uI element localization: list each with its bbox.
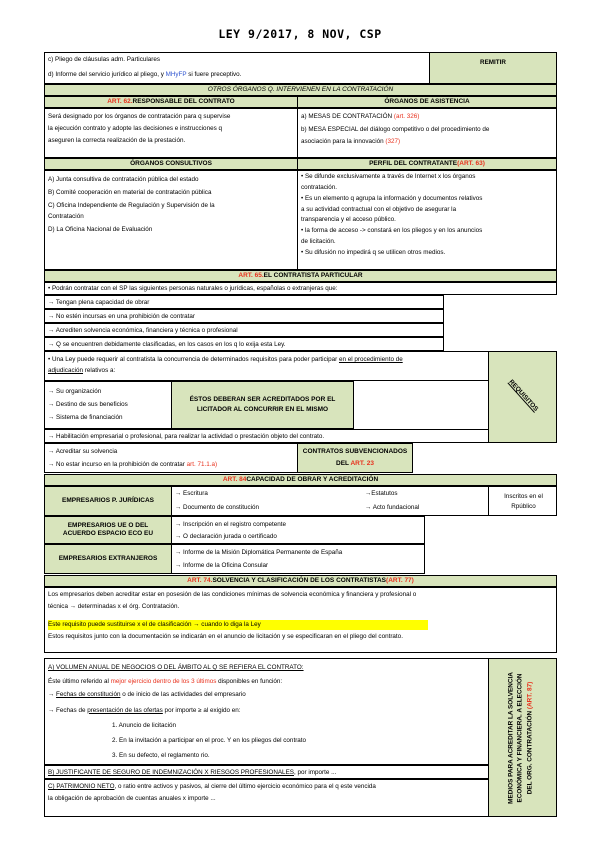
req-row: → No estén incursas en una prohibición de contratar	[44, 309, 444, 323]
inscritos-label: Inscritos en el Rpúblico	[504, 493, 543, 511]
capacidad-art: ART. 84	[222, 475, 247, 483]
pliego-line: c) Pliego de cláusulas adm. Particulares	[48, 56, 160, 63]
perfil-line: • Su difusión no impedirá q se utilicen otros medios.	[301, 249, 446, 257]
medios-side-label	[507, 659, 541, 818]
capacidad-title: CAPACIDAD DE OBRAR Y ACREDITACIÓN	[246, 475, 379, 483]
solvencia-body	[44, 587, 557, 653]
subvencionados-label: CONTRATOS SUBVENCIONADOS	[302, 448, 408, 456]
ley-paragraph	[44, 351, 557, 381]
juridicas-doc: →Estatutos	[365, 490, 398, 497]
solvencia-paragraph: Los empresarios deben acreditar estar en posesión de las condiciones mínimas de solvencia económica y financiera y profesional o	[48, 591, 417, 598]
seguro-row	[44, 765, 489, 779]
medios-side-line: MEDIOS PARA ACREDITAR LA SOLVENCIA	[507, 672, 515, 804]
informe-line	[48, 71, 241, 79]
perfil-body	[297, 170, 557, 270]
ue-label: EMPRESARIOS UE O DEL ACUERDO ESPACIO ECO EU	[44, 516, 172, 544]
volumen-title: A) VOLUMEN ANUAL DE NEGOCIOS O DEL ÁMBITO AL Q SE REFIERA EL CONTRATO:	[48, 664, 304, 671]
consultivo-item: D) La Oficina Nacional de Evaluación	[48, 226, 153, 234]
extranjeros-docs	[171, 544, 425, 574]
subvencionados-box	[297, 443, 413, 473]
medios-side-box	[488, 658, 557, 817]
no-incurso-text: → No estar incurso en la prohibición de contratar	[48, 460, 187, 468]
clasificacion-highlight: Este requisito puede sustituirse x el de clasificación → cuando lo diga la Ley	[48, 620, 428, 630]
estos-box: ÉSTOS DEBERAN SER ACREDITADOS POR EL LICITADOR AL CONCURRIR EN EL MISMO	[171, 381, 354, 429]
solvencia-box	[44, 443, 298, 473]
mesas-text: a) MESAS DE CONTRATACIÓN	[301, 113, 394, 120]
responsable-line: la ejecución contrato y adopte las decisiones e instrucciones q	[48, 124, 222, 132]
contratista-title: EL CONTRATISTA PARTICULAR	[263, 271, 363, 279]
no-incurso-art: art. 71.1.a)	[186, 460, 218, 468]
consultivo-item: A) Junta consultiva de contratación pública del estado	[48, 176, 199, 183]
informe-text: d) Informe del servicio jurídico al pliego, y	[48, 71, 166, 78]
contratista-art: ART. 65.	[238, 271, 264, 279]
solvencia-art: ART. 74.	[187, 576, 213, 584]
fechas-presentacion-suffix: por importe ≥ al exigido en:	[162, 706, 241, 714]
responsable-line: aseguren la correcta realización de la prestación.	[48, 136, 186, 144]
responsable-art: ART. 62.	[107, 97, 133, 105]
responsable-body	[44, 108, 298, 158]
ley-text: • Una Ley puede requerir al contratista la concurrencia de determinados requisitos para poder participar	[48, 356, 339, 363]
subvencionados-art: ART. 23	[350, 459, 374, 467]
solvencia-title: SOLVENCIA Y CLASIFICACIÓN DE LOS CONTRATISTAS	[212, 576, 387, 584]
ley-suffix: relativos a:	[83, 366, 116, 374]
fechas-constitucion: Fechas de constitución	[56, 690, 121, 698]
contratista-intro: • Podrán contratar con el SP las siguientes personas naturales o jurídicas, españolas o extranjeras que:	[44, 282, 557, 295]
asistencia-body	[297, 108, 557, 158]
numbered-item: 3. En su defecto, el reglamento rio.	[112, 752, 210, 760]
fechas-presentacion: presentación de las ofertas	[87, 706, 163, 714]
ejercicio-text: Éste último referido al	[48, 677, 111, 685]
perfil-line: contratación.	[301, 183, 338, 191]
req-row: → Tengan plena capacidad de obrar	[44, 295, 444, 309]
medios-side-line: DEL ORG. CONTRATACIÓN	[526, 709, 534, 795]
ue-doc: → O declaración jurada o certificado	[175, 532, 277, 540]
fechas-constitucion-suffix: o de inicio de las actividades del empresario	[120, 690, 246, 698]
inscritos-box	[488, 486, 557, 516]
patrimonio-text: , o ratio entre activos y pasivos, al cierre del último ejercicio económico para el q este vencida	[114, 783, 376, 790]
subvencionados-del: DEL	[336, 459, 351, 467]
asociacion-art: (327)	[385, 137, 401, 145]
perfil-line: • la forma de acceso -> constará en los pliegos y en los anuncios	[301, 227, 483, 235]
top-block	[44, 52, 430, 84]
perfil-line: a su actividad contractual con el objetivo de asegurar la	[301, 205, 457, 213]
perfil-line: de licitación.	[301, 238, 336, 246]
patrimonio-title: C) PATRIMONIO NETO	[48, 783, 115, 790]
req-row: → Q se encuentren debidamente clasificadas, en los casos en los q lo exija esta Ley.	[44, 337, 444, 351]
solvencia-header	[44, 575, 557, 587]
solvencia-item: → Acreditar su solvencia	[48, 448, 118, 455]
extranjeros-doc: → Informe de la Oficina Consular	[175, 561, 269, 569]
ue-doc: → Inscripción en el registro competente	[175, 521, 286, 528]
ejercicio-highlight: mejor ejercicio dentro de los 3 últimos	[110, 677, 217, 685]
perfil-line: • Es un elemento q agrupa la información y documentos relativos	[301, 194, 483, 202]
consultivo-item: C) Oficina Independiente de Regulación y Supervisión de la	[48, 201, 215, 209]
adjudicacion-underline: adjudicación	[48, 366, 84, 374]
juridicas-doc: → Documento de constitución	[175, 504, 260, 511]
responsable-header	[44, 96, 298, 108]
requisitos-box	[488, 351, 557, 443]
consultivo-item: B) Comité cooperación en material de contratación pública	[48, 188, 212, 196]
numbered-item: 2. En la invitación a participar en el proc. Y en los pliegos del contrato	[112, 737, 307, 745]
informe-suffix: si fuere preceptivo.	[186, 71, 242, 78]
organizacion-box	[44, 381, 172, 429]
contratista-header	[44, 270, 557, 282]
medios-side-art: (ART. 87)	[526, 681, 534, 710]
mesa-especial-line: b) MESA ESPECIAL del diálogo competitivo o del procedimiento de	[301, 125, 490, 133]
solvencia-paragraph: Estos requisitos junto con la documentación se indicarán en el anuncio de licitación y se especificaran en el pliego del contrato.	[48, 632, 403, 640]
ue-docs	[171, 516, 425, 544]
consultivos-body	[44, 170, 298, 270]
req-row: → Acrediten solvencia económica, financiera y técnica o profesional	[44, 323, 444, 337]
medios-side-line: ECONÓMICA Y FINANCIERA. A ELECCIÓN	[516, 673, 524, 803]
juridicas-doc: → Acto fundacional	[365, 504, 420, 511]
asociacion-text: asociación para la innovación	[301, 137, 386, 145]
patrimonio-line: la obligación de aprobación de cuentas anuales x importe ...	[48, 794, 216, 802]
perfil-line: transparencia y el acceso público.	[301, 216, 396, 224]
patrimonio-box	[44, 779, 489, 817]
responsable-line: Será designado por los órganos de contratación para q supervise	[48, 113, 231, 120]
perfil-art: (ART. 63)	[457, 159, 485, 167]
solvencia-paragraph: técnica → determinadas x el órg. Contratación.	[48, 602, 180, 610]
juridicas-doc: → Escritura	[175, 490, 208, 497]
seguro-title: B) JUSTIFICANTE DE SEGURO DE INDEMNIZACIÓN X RIESGOS PROFESIONALES	[48, 769, 294, 776]
organizacion-item: → Sistema de financiación	[48, 413, 123, 421]
perfil-header	[297, 158, 557, 170]
consultivo-item: Contratación	[48, 212, 84, 220]
extranjeros-label: EMPRESARIOS EXTRANJEROS	[44, 544, 172, 574]
page-title: LEY 9/2017, 8 NOV, CSP	[218, 27, 382, 41]
perfil-title: PERFIL DEL CONTRATANTE	[369, 159, 458, 167]
capacidad-header	[44, 474, 557, 486]
otros-organos-header: OTROS ÓRGANOS Q. INTERVIENEN EN LA CONTRATACIÓN	[44, 84, 557, 96]
habilitacion-row: → Habilitación empresarial o profesional, para realizar la actividad o prestación objeto del contrato.	[44, 429, 489, 443]
juridicas-label: EMPRESARIOS P. JURÍDICAS	[44, 486, 172, 516]
ejercicio-suffix: disponibles en función:	[216, 677, 283, 685]
organizacion-item: → Su organización	[48, 388, 102, 395]
seguro-suffix: , por importe ...	[293, 769, 337, 776]
remitir-box	[429, 52, 557, 84]
volumen-box: A) VOLUMEN ANUAL DE NEGOCIOS O DEL ÁMBITO AL Q SE REFIERA EL CONTRATO: Éste último referido al mejor ejercicio dentro de los 3 últimos disponibles en función: → Fechas de constitución o de inicio de las actividades del empresario → Fechas de presentación de las ofertas por importe ≥ al exigido en: 1. Anuncio de licitación 2. En la invitación a participar en el proc. Y en los pliegos del contrato 3. En su defecto, el reglamento rio.	[44, 658, 489, 765]
juridicas-docs	[171, 486, 489, 516]
asistencia-header: ÓRGANOS DE ASISTENCIA	[297, 96, 557, 108]
requisitos-label: REQUISITOS	[507, 378, 540, 413]
numbered-item: 1. Anuncio de licitación	[112, 722, 177, 730]
remitir-label: REMITIR	[480, 59, 506, 66]
consultivos-header: ÓRGANOS CONSULTIVOS	[44, 158, 298, 170]
mesas-art: (art. 326)	[393, 113, 420, 120]
extranjeros-doc: → Informe de la Misión Diplomática Permanente de España	[175, 549, 343, 556]
perfil-line: • Se difunde exclusivamente a través de Internet x los órganos	[301, 173, 476, 180]
mesas-line	[301, 113, 553, 121]
asociacion-line	[301, 138, 553, 146]
fechas-presentacion-prefix: Fechas de	[56, 706, 88, 714]
solvencia-art2: (ART. 77)	[386, 576, 414, 584]
responsable-title: RESPONSABLE DEL CONTRATO	[132, 97, 235, 105]
mhyfp-text: MHyFP	[165, 71, 187, 78]
ley-underline: en el procedimiento de	[338, 356, 403, 363]
organizacion-item: → Destino de sus beneficios	[48, 400, 128, 408]
